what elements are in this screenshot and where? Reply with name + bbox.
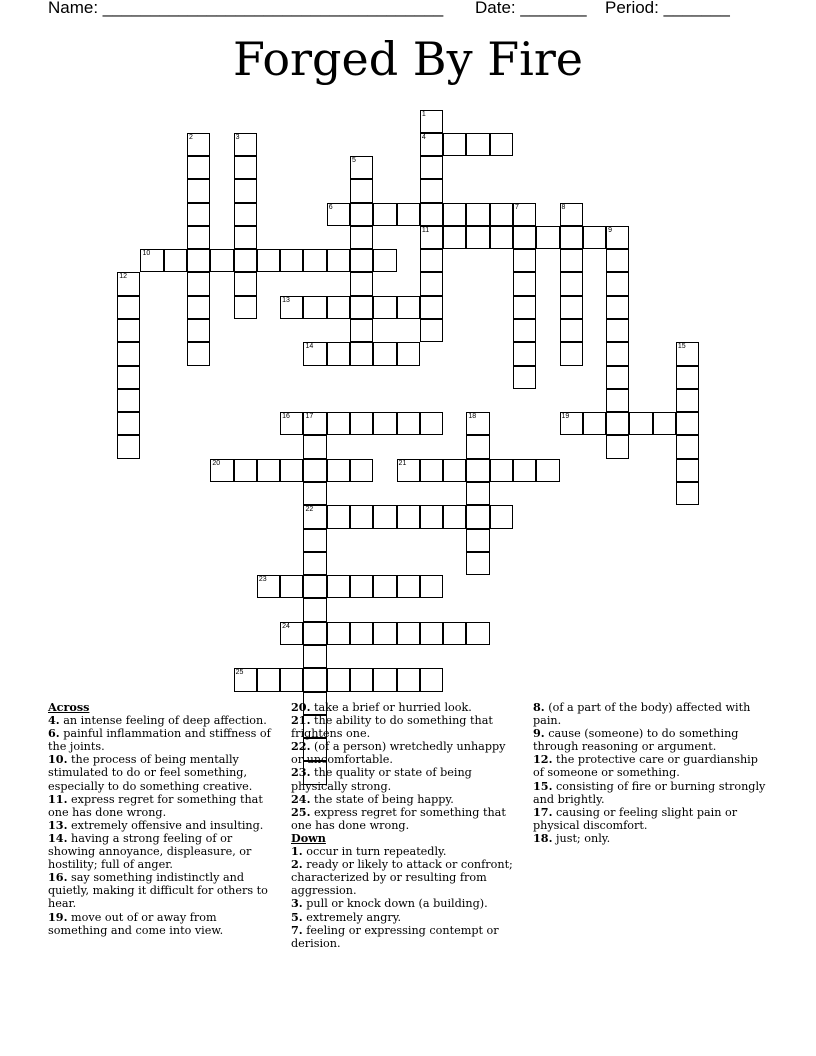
- grid-cell[interactable]: [676, 435, 699, 458]
- clue-number: 2: [189, 133, 193, 141]
- clue-item: [48, 727, 276, 753]
- grid-cell[interactable]: [350, 668, 373, 691]
- grid-cell[interactable]: [257, 249, 280, 272]
- down-heading: Down: [291, 830, 326, 845]
- clue-number: 2.: [291, 857, 303, 872]
- grid-cell[interactable]: [420, 622, 443, 645]
- grid-cell[interactable]: [303, 668, 326, 691]
- clue-item: [533, 753, 768, 779]
- grid-cell[interactable]: [373, 203, 396, 226]
- grid-cell[interactable]: [397, 342, 420, 365]
- clue-text: say something indistinctly and quietly, making it difficult for others to hear.: [48, 871, 268, 911]
- grid-cell[interactable]: [117, 389, 140, 412]
- grid-cell[interactable]: [397, 203, 420, 226]
- grid-cell[interactable]: [210, 249, 233, 272]
- clue-item: [291, 701, 519, 714]
- clue-number: 24.: [291, 791, 311, 806]
- clue-number: 13: [282, 296, 290, 304]
- grid-cell[interactable]: [350, 342, 373, 365]
- grid-cell[interactable]: [187, 203, 210, 226]
- grid-cell[interactable]: [490, 226, 513, 249]
- grid-cell[interactable]: [303, 412, 326, 435]
- grid-cell[interactable]: [140, 249, 163, 272]
- clue-number: 9.: [533, 726, 545, 741]
- grid-cell[interactable]: [210, 459, 233, 482]
- clue-text: the process of being mentally stimulated to do or feel something, especially to do something creative.: [48, 753, 253, 793]
- grid-cell[interactable]: [117, 435, 140, 458]
- clue-text: just; only.: [552, 831, 611, 845]
- grid-cell[interactable]: [583, 412, 606, 435]
- clue-item: [291, 793, 519, 806]
- clue-number: 8: [561, 203, 566, 211]
- grid-cell[interactable]: [234, 179, 257, 202]
- grid-cell[interactable]: [303, 598, 326, 621]
- clue-item: [291, 766, 519, 792]
- clue-item: [48, 793, 276, 819]
- grid-cell[interactable]: [117, 319, 140, 342]
- grid-cell[interactable]: [676, 342, 699, 365]
- grid-cell[interactable]: [606, 389, 629, 412]
- grid-cell[interactable]: [327, 203, 350, 226]
- clue-text: feeling or expressing contempt or derision.: [291, 923, 499, 950]
- grid-cell[interactable]: [350, 622, 373, 645]
- grid-cell[interactable]: [373, 412, 396, 435]
- grid-cell[interactable]: [327, 342, 350, 365]
- clue-number: 17.: [533, 804, 553, 819]
- clue-number: 12.: [533, 752, 553, 767]
- clues-column-3: [533, 701, 768, 845]
- clue-item: [291, 845, 519, 858]
- clue-item: [291, 740, 519, 766]
- grid-cell[interactable]: [513, 226, 536, 249]
- grid-cell[interactable]: [443, 459, 466, 482]
- clue-text: express regret for something that one has done wrong.: [48, 792, 263, 819]
- clue-number: 10.: [48, 752, 68, 767]
- clue-item: [533, 701, 768, 727]
- clue-number: 14.: [48, 830, 68, 845]
- grid-cell[interactable]: [187, 342, 210, 365]
- clue-item: [48, 753, 276, 792]
- clue-item: [291, 806, 519, 832]
- clue-number: 10: [142, 250, 151, 258]
- clue-number: 3.: [291, 896, 303, 911]
- grid-cell[interactable]: [443, 226, 466, 249]
- grid-cell[interactable]: [187, 249, 210, 272]
- grid-cell[interactable]: [420, 226, 443, 249]
- grid-cell[interactable]: [606, 319, 629, 342]
- grid-cell[interactable]: [327, 412, 350, 435]
- grid-cell[interactable]: [443, 622, 466, 645]
- grid-cell[interactable]: [303, 505, 326, 528]
- grid-cell[interactable]: [583, 226, 606, 249]
- grid-cell[interactable]: [606, 435, 629, 458]
- clue-number: 17: [305, 413, 314, 421]
- grid-cell[interactable]: [513, 203, 536, 226]
- grid-cell[interactable]: [490, 505, 513, 528]
- grid-cell[interactable]: [676, 366, 699, 389]
- clue-number: 11.: [48, 791, 68, 806]
- grid-cell[interactable]: [164, 249, 187, 272]
- clue-number: 4: [421, 133, 426, 141]
- grid-cell[interactable]: [257, 575, 280, 598]
- grid-cell[interactable]: [606, 226, 629, 249]
- grid-cell[interactable]: [373, 668, 396, 691]
- grid-cell[interactable]: [420, 272, 443, 295]
- grid-cell[interactable]: [234, 226, 257, 249]
- grid-cell[interactable]: [420, 668, 443, 691]
- grid-cell[interactable]: [513, 459, 536, 482]
- grid-cell[interactable]: [466, 505, 489, 528]
- clue-text: the ability to do something that frightens one.: [291, 714, 493, 741]
- clue-number: 7: [514, 203, 519, 211]
- grid-cell[interactable]: [466, 412, 489, 435]
- clue-number: 18: [468, 413, 477, 421]
- clues-column-1: [48, 701, 276, 937]
- grid-cell[interactable]: [397, 668, 420, 691]
- grid-cell[interactable]: [117, 342, 140, 365]
- grid-cell[interactable]: [280, 249, 303, 272]
- grid-cell[interactable]: [117, 296, 140, 319]
- grid-cell[interactable]: [466, 622, 489, 645]
- grid-cell[interactable]: [234, 272, 257, 295]
- clue-item: [48, 819, 276, 832]
- grid-cell[interactable]: [234, 156, 257, 179]
- clue-number: 1.: [291, 844, 303, 859]
- clue-number: 23.: [291, 765, 311, 780]
- grid-cell[interactable]: [327, 249, 350, 272]
- grid-cell[interactable]: [280, 296, 303, 319]
- grid-cell[interactable]: [606, 342, 629, 365]
- clue-number: 4.: [48, 713, 60, 728]
- clue-text: (of a part of the body) affected with pain.: [533, 701, 751, 728]
- grid-cell[interactable]: [350, 272, 373, 295]
- clue-number: 16: [282, 413, 290, 421]
- grid-cell[interactable]: [280, 575, 303, 598]
- clue-number: 8.: [533, 700, 545, 714]
- grid-cell[interactable]: [350, 296, 373, 319]
- clue-number: 15: [677, 343, 686, 351]
- grid-cell[interactable]: [373, 622, 396, 645]
- clue-number: 7.: [291, 922, 303, 937]
- grid-cell[interactable]: [420, 203, 443, 226]
- grid-cell[interactable]: [560, 249, 583, 272]
- clue-item: [48, 832, 276, 871]
- clue-item: [291, 911, 519, 924]
- grid-cell[interactable]: [420, 575, 443, 598]
- grid-cell[interactable]: [303, 622, 326, 645]
- clue-text: (of a person) wretchedly unhappy or uncomfortable.: [291, 740, 506, 767]
- grid-cell[interactable]: [350, 319, 373, 342]
- grid-cell[interactable]: [327, 459, 350, 482]
- grid-cell[interactable]: [327, 668, 350, 691]
- grid-cell[interactable]: [350, 575, 373, 598]
- grid-cell[interactable]: [560, 226, 583, 249]
- grid-cell[interactable]: [187, 272, 210, 295]
- grid-cell[interactable]: [536, 459, 559, 482]
- grid-cell[interactable]: [234, 668, 257, 691]
- grid-cell[interactable]: [443, 133, 466, 156]
- grid-cell[interactable]: [606, 366, 629, 389]
- grid-cell[interactable]: [420, 179, 443, 202]
- grid-cell[interactable]: [466, 459, 489, 482]
- clue-item: [291, 714, 519, 740]
- grid-cell[interactable]: [303, 249, 326, 272]
- grid-cell[interactable]: [420, 156, 443, 179]
- grid-cell[interactable]: [234, 459, 257, 482]
- grid-cell[interactable]: [350, 179, 373, 202]
- clue-text: cause (someone) to do something through reasoning or argument.: [533, 727, 739, 754]
- grid-cell[interactable]: [443, 203, 466, 226]
- grid-cell[interactable]: [187, 226, 210, 249]
- clue-number: 1: [421, 110, 426, 118]
- grid-cell[interactable]: [303, 435, 326, 458]
- clue-text: pull or knock down (a building).: [302, 897, 488, 911]
- grid-cell[interactable]: [513, 296, 536, 319]
- grid-cell[interactable]: [513, 272, 536, 295]
- clue-number: 13.: [48, 817, 68, 832]
- date-field[interactable]: Date: _______: [475, 0, 587, 17]
- grid-cell[interactable]: [187, 133, 210, 156]
- period-field[interactable]: Period: _______: [605, 0, 730, 17]
- clue-text: ready or likely to attack or confront; characterized by or resulting from aggression.: [291, 858, 513, 898]
- grid-cell[interactable]: [350, 505, 373, 528]
- grid-cell[interactable]: [373, 342, 396, 365]
- grid-cell[interactable]: [373, 575, 396, 598]
- grid-cell[interactable]: [280, 412, 303, 435]
- clue-text: consisting of fire or burning strongly and brightly.: [533, 779, 766, 806]
- clue-number: 5: [352, 157, 356, 165]
- grid-cell[interactable]: [676, 412, 699, 435]
- clue-number: 15.: [533, 778, 553, 793]
- grid-cell[interactable]: [327, 505, 350, 528]
- clue-item: [533, 780, 768, 806]
- clue-number: 19: [561, 413, 570, 421]
- grid-cell[interactable]: [513, 319, 536, 342]
- clue-text: take a brief or hurried look.: [310, 701, 472, 714]
- clue-text: an intense feeling of deep affection.: [59, 714, 267, 728]
- grid-cell[interactable]: [466, 133, 489, 156]
- grid-cell[interactable]: [466, 226, 489, 249]
- grid-cell[interactable]: [303, 529, 326, 552]
- clue-item: [533, 806, 768, 832]
- clue-number: 25: [235, 669, 244, 677]
- grid-cell[interactable]: [397, 505, 420, 528]
- grid-cell[interactable]: [327, 575, 350, 598]
- grid-cell[interactable]: [513, 366, 536, 389]
- grid-cell[interactable]: [303, 552, 326, 575]
- grid-cell[interactable]: [350, 249, 373, 272]
- clue-text: painful inflammation and stiffness of the joints.: [48, 727, 271, 754]
- grid-cell[interactable]: [560, 412, 583, 435]
- grid-cell[interactable]: [257, 459, 280, 482]
- clue-number: 25.: [291, 804, 311, 819]
- grid-cell[interactable]: [280, 668, 303, 691]
- grid-cell[interactable]: [327, 296, 350, 319]
- grid-cell[interactable]: [466, 482, 489, 505]
- clue-number: 21: [398, 459, 407, 467]
- grid-cell[interactable]: [187, 296, 210, 319]
- grid-cell[interactable]: [187, 156, 210, 179]
- clue-text: the state of being happy.: [310, 792, 454, 806]
- grid-cell[interactable]: [303, 459, 326, 482]
- clue-number: 11: [421, 226, 430, 234]
- grid-cell[interactable]: [420, 505, 443, 528]
- grid-cell[interactable]: [676, 482, 699, 505]
- grid-cell[interactable]: [303, 296, 326, 319]
- grid-cell[interactable]: [373, 296, 396, 319]
- clue-item: [48, 911, 276, 937]
- grid-cell[interactable]: [234, 203, 257, 226]
- grid-cell[interactable]: [350, 459, 373, 482]
- grid-cell[interactable]: [420, 249, 443, 272]
- clue-text: the protective care or guardianship of someone or something.: [533, 753, 758, 780]
- grid-cell[interactable]: [397, 622, 420, 645]
- clue-item: [533, 832, 768, 845]
- grid-cell[interactable]: [397, 459, 420, 482]
- grid-cell[interactable]: [606, 272, 629, 295]
- clue-number: 20.: [291, 700, 311, 714]
- grid-cell[interactable]: [466, 203, 489, 226]
- grid-cell[interactable]: [420, 412, 443, 435]
- grid-cell[interactable]: [117, 366, 140, 389]
- grid-cell[interactable]: [560, 342, 583, 365]
- clue-number: 19.: [48, 909, 68, 924]
- grid-cell[interactable]: [629, 412, 652, 435]
- grid-cell[interactable]: [397, 575, 420, 598]
- clue-number: 14: [305, 343, 314, 351]
- grid-cell[interactable]: [420, 296, 443, 319]
- grid-cell[interactable]: [373, 505, 396, 528]
- grid-cell[interactable]: [560, 272, 583, 295]
- grid-cell[interactable]: [350, 203, 373, 226]
- grid-cell[interactable]: [606, 249, 629, 272]
- grid-cell[interactable]: [420, 110, 443, 133]
- grid-cell[interactable]: [536, 226, 559, 249]
- clue-item: [291, 858, 519, 897]
- clue-item: [48, 714, 276, 727]
- clue-text: having a strong feeling of or showing annoyance, displeasure, or hostility; full of anger.: [48, 831, 252, 872]
- grid-cell[interactable]: [234, 249, 257, 272]
- grid-cell[interactable]: [466, 435, 489, 458]
- clue-item: [291, 897, 519, 910]
- clue-number: 23: [258, 576, 267, 584]
- clue-item: [48, 871, 276, 910]
- name-field[interactable]: Name: ____________________________________: [48, 0, 444, 17]
- grid-cell[interactable]: [257, 668, 280, 691]
- grid-cell[interactable]: [420, 459, 443, 482]
- grid-cell[interactable]: [280, 622, 303, 645]
- grid-cell[interactable]: [397, 296, 420, 319]
- grid-cell[interactable]: [560, 296, 583, 319]
- grid-cell[interactable]: [117, 412, 140, 435]
- grid-cell[interactable]: [513, 249, 536, 272]
- grid-cell[interactable]: [420, 319, 443, 342]
- clue-number: 20: [212, 459, 221, 467]
- grid-cell[interactable]: [490, 203, 513, 226]
- grid-cell[interactable]: [490, 133, 513, 156]
- clue-number: 16.: [48, 870, 68, 885]
- grid-cell[interactable]: [187, 319, 210, 342]
- grid-cell[interactable]: [466, 529, 489, 552]
- clue-number: 6.: [48, 726, 60, 741]
- grid-cell[interactable]: [560, 319, 583, 342]
- clue-text: causing or feeling slight pain or physical discomfort.: [533, 805, 738, 832]
- across-heading: Across: [48, 700, 90, 714]
- grid-cell[interactable]: [420, 133, 443, 156]
- grid-cell[interactable]: [117, 272, 140, 295]
- clue-number: 24: [282, 622, 290, 630]
- grid-cell[interactable]: [606, 296, 629, 319]
- grid-cell[interactable]: [187, 179, 210, 202]
- grid-cell[interactable]: [303, 575, 326, 598]
- clue-item: [291, 924, 519, 950]
- clue-number: 21.: [291, 713, 311, 728]
- grid-cell[interactable]: [234, 296, 257, 319]
- grid-cell[interactable]: [373, 249, 396, 272]
- clue-number: 3: [235, 133, 240, 141]
- grid-cell[interactable]: [676, 389, 699, 412]
- clues-column-2: [291, 701, 519, 950]
- grid-cell[interactable]: [513, 342, 536, 365]
- clue-number: 12: [119, 273, 127, 281]
- page-title: Forged By Fire: [232, 32, 584, 86]
- grid-cell[interactable]: [280, 459, 303, 482]
- grid-cell[interactable]: [327, 622, 350, 645]
- grid-cell[interactable]: [466, 552, 489, 575]
- grid-cell[interactable]: [303, 645, 326, 668]
- grid-cell[interactable]: [443, 505, 466, 528]
- grid-cell[interactable]: [560, 203, 583, 226]
- grid-cell[interactable]: [676, 459, 699, 482]
- grid-cell[interactable]: [350, 412, 373, 435]
- grid-cell[interactable]: [234, 133, 257, 156]
- clue-text: occur in turn repeatedly.: [302, 845, 447, 859]
- clue-text: extremely angry.: [302, 910, 402, 924]
- clue-number: 22.: [291, 739, 311, 754]
- clue-number: 22: [305, 506, 314, 514]
- clue-number: 9: [608, 226, 612, 234]
- clue-item: [533, 727, 768, 753]
- grid-cell[interactable]: [606, 412, 629, 435]
- grid-cell[interactable]: [653, 412, 676, 435]
- clue-number: 6: [328, 203, 333, 211]
- clue-text: move out of or away from something and come into view.: [48, 910, 224, 937]
- grid-cell[interactable]: [490, 459, 513, 482]
- clue-number: 5.: [291, 909, 303, 924]
- clue-number: 18.: [533, 830, 553, 845]
- grid-cell[interactable]: [303, 342, 326, 365]
- clue-text: extremely offensive and insulting.: [67, 818, 264, 832]
- grid-cell[interactable]: [397, 412, 420, 435]
- grid-cell[interactable]: [303, 482, 326, 505]
- clue-text: express regret for something that one has done wrong.: [291, 805, 506, 832]
- grid-cell[interactable]: [350, 156, 373, 179]
- grid-cell[interactable]: [350, 226, 373, 249]
- clue-text: the quality or state of being physically strong.: [291, 766, 472, 793]
